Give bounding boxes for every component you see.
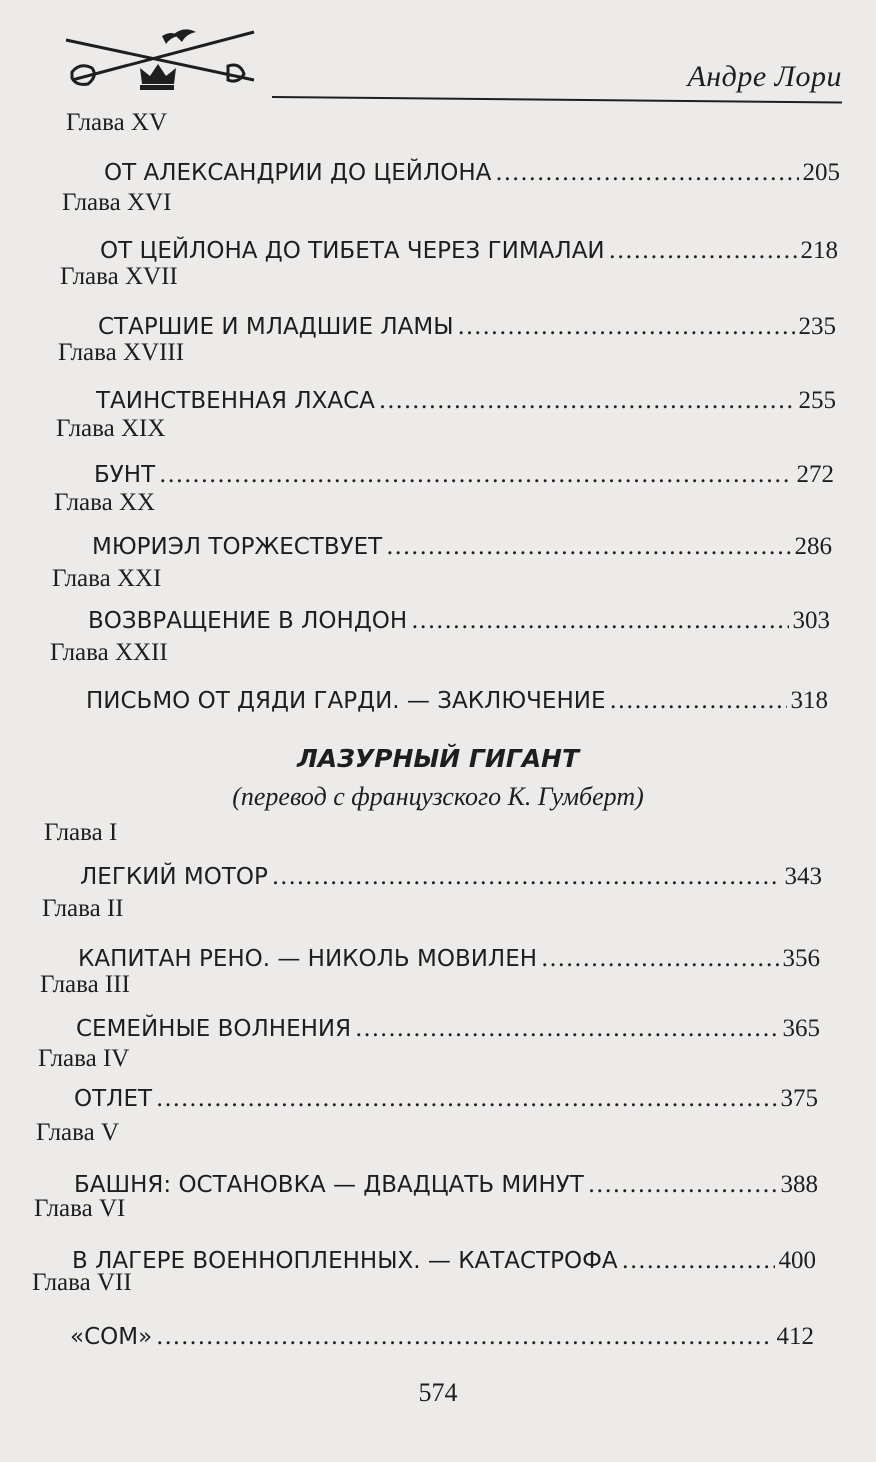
entry-page: 356 (782, 945, 820, 972)
chapter-label: Глава XV (66, 109, 168, 136)
chapter-label: Глава XX (54, 489, 156, 516)
entry-page: 343 (784, 863, 822, 890)
chapter-label: Глава VI (34, 1195, 126, 1222)
entry-title: БУНТ (94, 462, 156, 488)
dot-leader (411, 606, 788, 636)
toc-entry (88, 606, 830, 636)
chapter-label: Глава XVII (60, 263, 178, 290)
entry-title: ОТ ЦЕЙЛОНА ДО ТИБЕТА ЧЕРЕЗ ГИМАЛАИ (100, 238, 605, 264)
entry-title: СЕМЕЙНЫЕ ВОЛНЕНИЯ (76, 1016, 352, 1042)
dot-leader (495, 158, 798, 188)
entry-title: «СОМ» (70, 1324, 153, 1350)
chapter-label: Глава XVIII (58, 339, 185, 366)
chapter-label: Глава IV (38, 1045, 130, 1072)
chapter-label: Глава XVI (62, 189, 172, 216)
entry-title: СТАРШИЕ И МЛАДШИЕ ЛАМЫ (98, 314, 454, 340)
toc-entry (98, 312, 836, 342)
toc-entry (74, 1084, 818, 1114)
entry-page: 365 (782, 1015, 820, 1042)
entry-page: 286 (794, 533, 832, 560)
entry-title: ВОЗВРАЩЕНИЕ В ЛОНДОН (88, 608, 408, 634)
entry-page: 235 (798, 313, 836, 340)
entry-title: КАПИТАН РЕНО. — НИКОЛЬ МОВИЛЕН (78, 946, 538, 972)
entry-page: 412 (776, 1323, 814, 1350)
entry-title: БАШНЯ: ОСТАНОВКА — ДВАДЦАТЬ МИНУТ (74, 1172, 584, 1198)
toc-entry (100, 236, 838, 266)
dot-leader (272, 862, 781, 892)
entry-page: 272 (796, 461, 834, 488)
toc-entry (92, 532, 832, 562)
chapter-label: Глава II (42, 895, 124, 922)
chapter-label: Глава I (44, 819, 118, 846)
entry-page: 218 (800, 237, 838, 264)
entry-title: ЛЕГКИЙ МОТОР (80, 864, 268, 890)
dot-leader (458, 312, 795, 342)
toc-entry (86, 686, 828, 716)
entry-page: 303 (792, 607, 830, 634)
dot-leader (379, 386, 795, 416)
chapter-label: Глава XIX (56, 415, 166, 442)
entry-page: 388 (780, 1171, 818, 1198)
chapter-label: Глава XXI (52, 565, 162, 592)
dot-leader (355, 1014, 778, 1044)
entry-title: ОТЛЕТ (74, 1086, 153, 1112)
dot-leader (622, 1246, 775, 1276)
dot-leader (156, 1084, 776, 1114)
entry-title: МЮРИЭЛ ТОРЖЕСТВУЕТ (92, 534, 383, 560)
chapter-label: Глава XXII (50, 639, 168, 666)
dot-leader (610, 686, 787, 716)
entry-title: ОТ АЛЕКСАНДРИИ ДО ЦЕЙЛОНА (104, 160, 492, 186)
toc-entry (76, 1014, 820, 1044)
dot-leader (609, 236, 797, 266)
toc-entry (70, 1322, 814, 1352)
chapter-label: Глава VII (32, 1269, 132, 1296)
dot-leader (156, 1322, 772, 1352)
chapter-label: Глава III (40, 971, 130, 998)
toc-entry (80, 862, 822, 892)
dot-leader (159, 460, 792, 490)
entry-page: 400 (778, 1247, 816, 1274)
dot-leader (541, 944, 778, 974)
entry-page: 375 (780, 1085, 818, 1112)
crossed-sabres-crown-emblem-icon (58, 22, 258, 94)
running-head-author: Андре Лори (687, 60, 842, 93)
entry-title: ПИСЬМО ОТ ДЯДИ ГАРДИ. — ЗАКЛЮЧЕНИЕ (86, 688, 606, 714)
entry-page: 255 (798, 387, 836, 414)
entry-title: В ЛАГЕРЕ ВОЕННОПЛЕННЫХ. — КАТАСТРОФА (72, 1248, 618, 1274)
toc-entry (96, 386, 836, 416)
dot-leader (386, 532, 790, 562)
chapter-label: Глава V (36, 1119, 120, 1146)
toc-entry (72, 1246, 816, 1276)
section-title: ЛАЗУРНЫЙ ГИГАНТ (296, 744, 580, 773)
page-number: 574 (418, 1378, 458, 1407)
header-rule (272, 96, 842, 103)
section-subtitle: (перевод с французского К. Гумберт) (232, 782, 644, 811)
dot-leader (588, 1170, 777, 1200)
entry-page: 205 (802, 159, 840, 186)
toc-entry (104, 158, 840, 188)
toc-entry (74, 1170, 818, 1200)
entry-page: 318 (790, 687, 828, 714)
toc-entry (94, 460, 834, 490)
entry-title: ТАИНСТВЕННАЯ ЛХАСА (96, 388, 375, 414)
toc-entry (78, 944, 820, 974)
